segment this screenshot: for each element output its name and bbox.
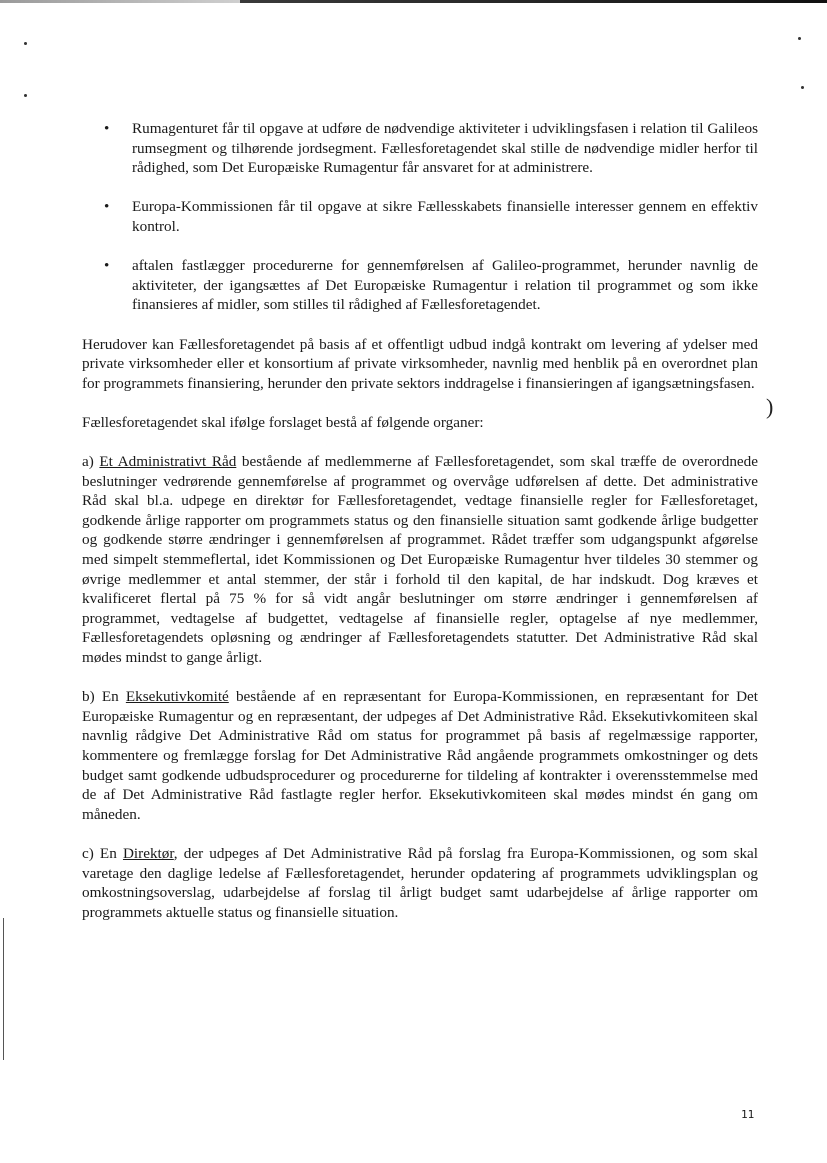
term-administrative-council: Et Administrativt Råd [99, 453, 237, 471]
margin-bracket-mark: ) [766, 394, 774, 419]
paragraph-organs-intro: Fællesforetagendet skal ifølge forslaget bestå af følgende organer: [82, 413, 484, 431]
paragraph-executive-committee: b) En Eksekutivkomité bestående af en repræsentant for Europa-Kommissionen, en repræsentant for Det Europæiske Rumagentur og en repræsentant, der udpeges af Det Administrative Råd. Eksekutivkomiteen skal navnlig rådgive Det Administrative Råd om status for programmet på basis af regelmæssige rapporter, kommentere og fremlægge forslag for Det Administrative Råd angående programmets omkostninger og dets budget samt godkende udbudsprocedurer og procedurerne for tildeling af kontrakter i overensstemmelse med de af Det Administrative Råd fastlagte regler herfor. Eksekutivkomiteen skal mødes mindst én gang om måneden. [82, 688, 758, 823]
scan-speck [798, 37, 801, 40]
document-body [82, 119, 758, 942]
scan-margin-line [3, 918, 4, 1060]
bullet-icon: • [104, 120, 110, 137]
paragraph-administrative-council: a) Et Administrativt Råd bestående af medlemmerne af Fællesforetagendet, som skal træffe de overordnede beslutninger vedrørende gennemførelse af programmet og overvåge udførelsen af dette. Det administrative Råd skal bl.a. udpege en direktør for Fællesforetagendet, vedtage finansielle regler for Fællesforetaget, godkende årlige rapporter om programmets status og den finansielle situation samt godkende årlige budgetter og godkende større ændringer i gennemførelsen af programmet. Rådet træffer som udgangspunkt afgørelse med simpelt stemmeflertal, idet Kommissionen og Det Europæiske Rumagentur hver tildeles 30 stemmer og øvrige medlemmer et antal stemmer, der står i forhold til den kapital, de har indskudt. Dog kræves et kvalificeret flertal på 75 % for så vidt angår beslutninger om større ændringer i gennemførelsen af programmet, vedtagelse af budgettet, vedtagelse af finansielle regler, optagelse af nye medlemmer, Fællesforetagendets opløsning og ændringer af Fællesforetagendets statutter. Det Administrative Råd skal mødes mindst to gange årligt. [82, 453, 758, 667]
paragraph-director: c) En Direktør, der udpeges af Det Administrative Råd på forslag fra Europa-Kommissionen, og som skal varetage den daglige ledelse af Fællesforetagendet, herunder opdatering af programmets udviklingsplan og omkostningsoverslag, udarbejdelse af forslag til årligt budget samt udarbejdelse af årlige rapporter om programmets aktuelle status og finansielle situation. [82, 844, 759, 921]
bullet-item: • Europa-Kommissionen får til opgave at sikre Fællesskabets finansielle interesser gennem en effektiv kontrol. [104, 198, 758, 235]
term-director: Direktør [122, 844, 174, 862]
scan-speck [24, 94, 27, 97]
page-number: 11 [741, 1108, 755, 1121]
bullet-item: • Rumagenturet får til opgave at udføre de nødvendige aktiviteter i udviklingsfasen i relation til Galileos rumsegment og tilhørende jordsegment. Fællesforetagendet skal stille de nødvendige midler herfor til rådighed, som Det Europæiske Rumagentur får ansvaret for at administrere. [104, 120, 758, 177]
scan-speck [24, 42, 27, 45]
top-edge-rule [0, 0, 827, 3]
bullet-item: • aftalen fastlægger procedurerne for gennemførelsen af Galileo-programmet, herunder navnlig de aktiviteter, der igangsættes af Det Europæiske Rumagentur i relation til programmet og som ikke finansieres af midler, som stilles til rådighed af Fællesforetagendet. [104, 257, 758, 314]
bullet-icon: • [104, 198, 110, 216]
scan-speck [801, 86, 804, 89]
bullet-list [82, 119, 758, 315]
paragraph-private-contract: Herudover kan Fællesforetagendet på basis af et offentligt udbud indgå kontrakt om levering af ydelser med private virksomheder eller et konsortium af private virksomheder, navnlig med henblik på en overordnet plan for programmets finansiering, herunder den private sektors inddragelse i finansieringen af igangsætningsfasen. [82, 335, 758, 392]
bullet-icon: • [104, 257, 110, 275]
term-executive-committee: Eksekutivkomité [125, 688, 229, 706]
